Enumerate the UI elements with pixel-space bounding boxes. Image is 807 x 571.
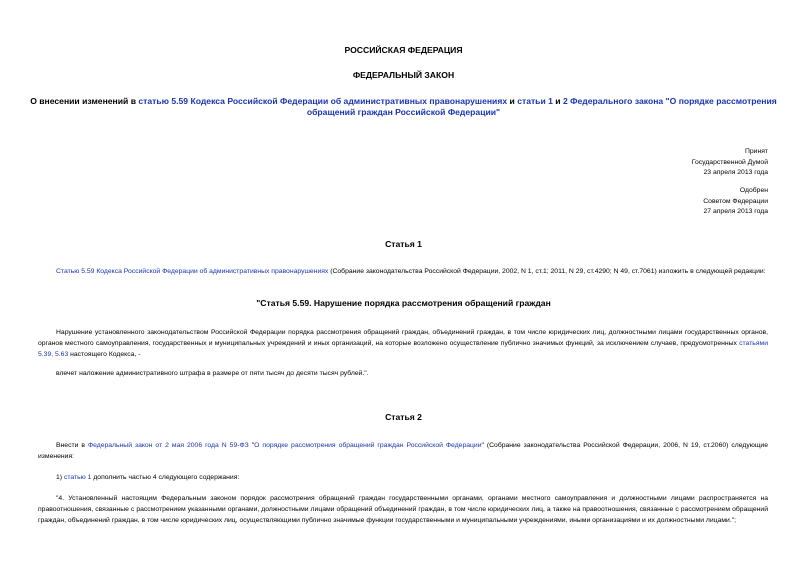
approved-label: Одобрен <box>739 187 768 194</box>
para-text: Внести в <box>56 442 88 449</box>
article-1-intro-text: (Собрание законодательства Российской Федерации, 2002, N 1, ст.1; 2011, N 29, ст.4290; N 49, ст.7061) изложить в следующей редакции: <box>328 268 766 275</box>
adopted-body: Государственной Думой <box>691 158 768 166</box>
para-text: настоящего Кодекса, - <box>68 350 141 358</box>
para-text: 1) <box>56 474 64 481</box>
adopted-date: 23 апреля 2013 года <box>703 169 768 176</box>
link-article-1[interactable]: статью 1 <box>63 474 92 481</box>
article-559-para1 <box>38 328 768 360</box>
law-title <box>30 96 777 118</box>
link-articles-539-563[interactable]: статьями 5.39, 5.63 <box>38 339 768 358</box>
para-text: Нарушение установленного законодательством Российской Федерации порядка рассмотрения обращений граждан, объединений граждан, в том числе юридических лиц, должностными лицами государственных органов, органов местного самоуправления, государственных и муниципальных учреждений и иных организаций, на которые возложено осуществление публично значимых функций, за исключением случаев, предусмотренных <box>38 329 768 347</box>
para-text: " (Собрание законодательства Российской Федерации, 2006, N 19, ст.2060) следующие изменения: <box>38 442 768 460</box>
article-1-link-koap[interactable]: Статью 5.59 Кодекса Российской Федерации об административных правонарушениях <box>56 268 329 275</box>
adopted-block <box>692 147 768 179</box>
title-text: и <box>552 96 563 106</box>
article-559-heading: "Статья 5.59. Нарушение порядка рассмотрения обращений граждан <box>256 298 551 308</box>
link-law-title[interactable]: О порядке рассмотрения обращений граждан Российской Федерации <box>254 442 482 449</box>
title-text: О внесении изменений в <box>30 96 139 106</box>
article-2-para2 <box>38 473 768 484</box>
link-federal-law-59fz[interactable]: Федеральный закон от 2 мая 2006 года N 59-ФЗ <box>87 442 249 449</box>
article-559-para2: влечет наложение административного штрафа в размере от пяти тысяч до десяти тысяч рублей.". <box>56 370 369 377</box>
article-1-intro <box>38 267 768 278</box>
article-2-para3: "4. Установленный настоящим Федеральным законом порядок рассмотрения обращений граждан государственными органами, органами местного самоуправления и должностными лицами распространяется на правоотношения, связанные с рассмотрением указанными органами, должностными лицами обращений объединений граждан, в том числе юридических лиц, а также на правоотношения, связанные с рассмотрением обращений граждан, объединений граждан, в том числе юридических лиц, осуществляющими публично значимые функции государственными и муниципальными учреждениями, иными организациями и их должностными лицами."; <box>38 495 768 524</box>
title-link-article-1[interactable]: статьи 1 <box>517 96 553 106</box>
country-heading: РОССИЙСКАЯ ФЕДЕРАЦИЯ <box>344 45 463 55</box>
para-text: " <box>248 442 255 449</box>
article-2-para1 <box>38 441 768 463</box>
article-2-heading: Статья 2 <box>385 412 422 422</box>
adopted-label: Принят <box>744 148 768 155</box>
approved-block <box>703 186 768 218</box>
law-type-heading: ФЕДЕРАЛЬНЫЙ ЗАКОН <box>352 70 455 80</box>
approved-date: 27 апреля 2013 года <box>703 208 768 215</box>
approved-body: Советом Федерации <box>703 197 768 205</box>
title-link-article-559[interactable]: статью 5.59 Кодекса Российской Федерации об административных правонарушениях <box>138 96 508 106</box>
title-text: и <box>507 96 518 106</box>
article-1-heading: Статья 1 <box>385 239 422 249</box>
title-link-law[interactable]: 2 Федерального закона "О порядке рассмотрения обращений граждан Российской Федерации" <box>306 96 777 117</box>
para-text: дополнить частью 4 следующего содержания: <box>91 474 240 481</box>
